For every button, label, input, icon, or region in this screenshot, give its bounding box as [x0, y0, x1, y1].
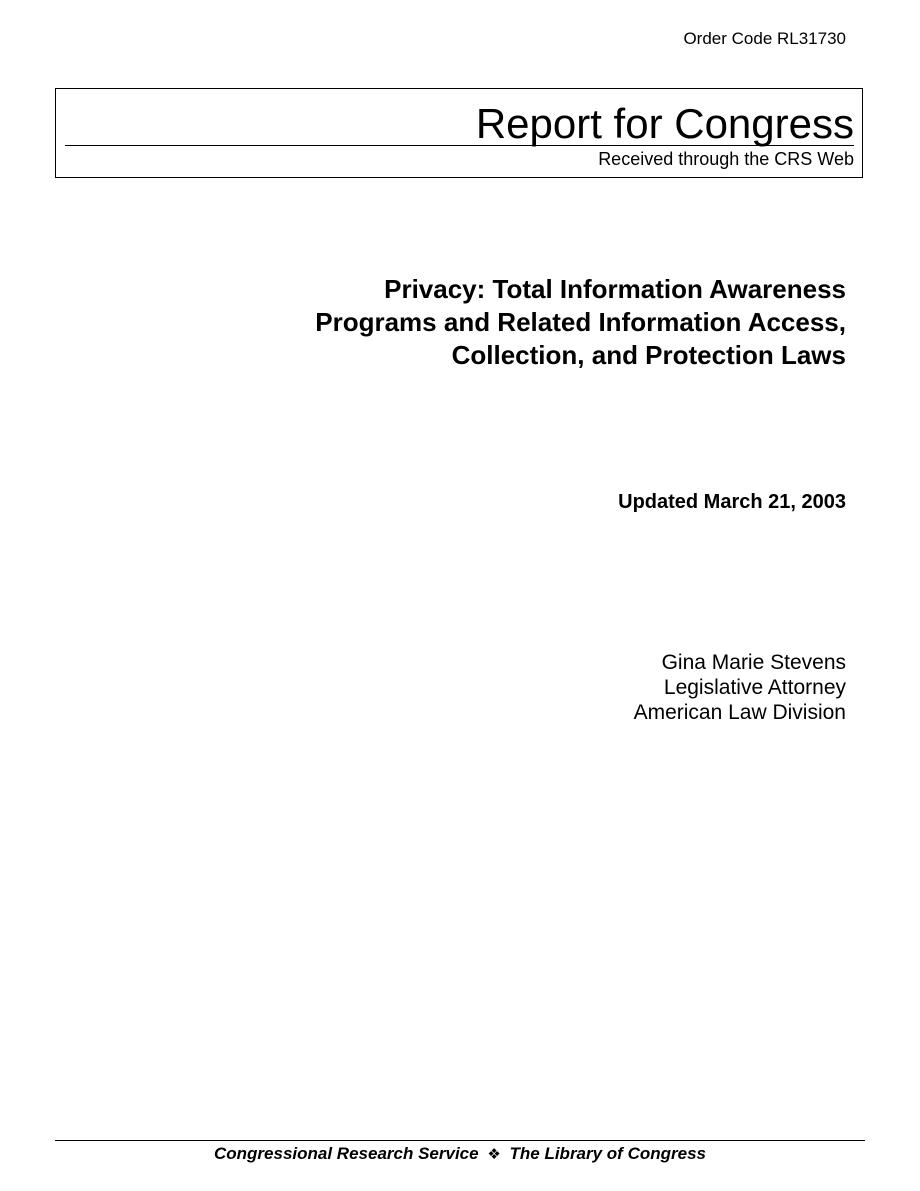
report-title-line: Collection, and Protection Laws	[451, 340, 846, 370]
footer-divider	[55, 1140, 865, 1141]
footer	[55, 1143, 865, 1165]
order-code: Order Code RL31730	[683, 29, 846, 48]
report-title	[206, 273, 846, 372]
footer-right: The Library of Congress	[509, 1144, 706, 1163]
author-division: American Law Division	[633, 701, 846, 724]
report-banner	[55, 88, 863, 178]
four-diamond-ornament-icon: ❖	[487, 1145, 501, 1163]
updated-date: Updated March 21, 2003	[618, 491, 846, 513]
banner-subtitle: Received through the CRS Web	[598, 149, 854, 169]
banner-title: Report for Congress	[475, 100, 854, 147]
report-title-line: Programs and Related Information Access,	[315, 307, 846, 337]
banner-divider	[65, 145, 854, 146]
author-block	[634, 650, 846, 725]
author-name: Gina Marie Stevens	[661, 651, 846, 674]
author-position: Legislative Attorney	[663, 676, 846, 699]
report-title-line: Privacy: Total Information Awareness	[384, 274, 846, 304]
footer-left: Congressional Research Service	[214, 1144, 479, 1163]
